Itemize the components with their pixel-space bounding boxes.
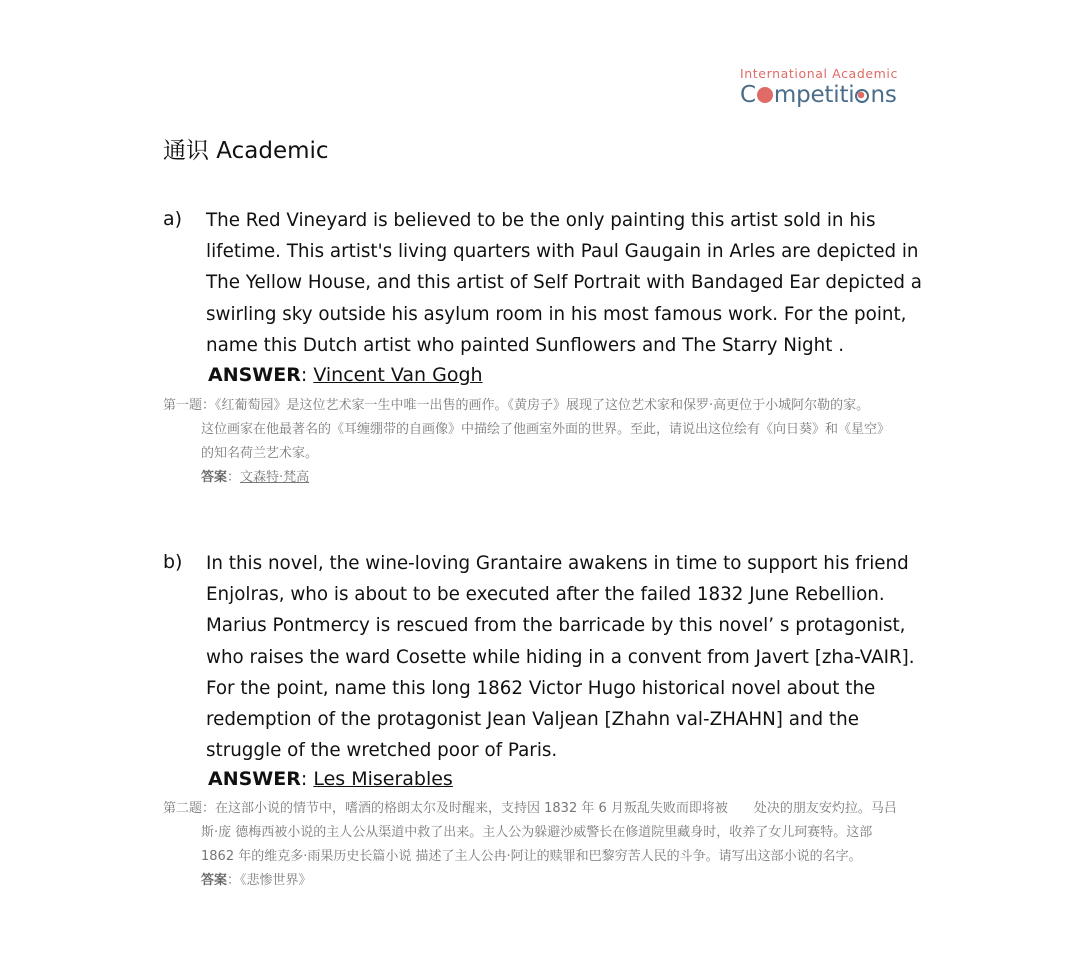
zh-answer	[163, 869, 923, 893]
zh-answer-separator: ：	[227, 470, 241, 485]
logo-part-1: C	[740, 82, 756, 108]
question-b-answer	[208, 768, 453, 790]
zh-answer-value: 《悲惨世界》	[240, 873, 312, 888]
question-a-chinese	[163, 394, 923, 490]
zh-line: 第一题：《红葡萄园》是这位艺术家一生中唯一出售的画作。《黄房子》展现了这位艺术家和保罗·高更位于小城阿尔勒的家。	[163, 398, 870, 413]
zh-line: 1862 年的维克多·雨果历史长篇小说 描述了主人公冉·阿让的赎罪和巴黎穷苦人民的斗争。请写出这部小说的名字。	[201, 849, 862, 864]
question-b-text: In this novel, the wine-loving Grantaire awakens in time to support his friend Enjolras, who is about to be executed after the failed 1832 June Rebellion. Marius Pontmercy is rescued from the barricade by this novel’ s protagonist, who raises the ward Cosette while hiding in a convent from Javert [zha-VAIR]. For the point, name this long 1862 Victor Hugo historical novel about the redemption of the protagonist Jean Valjean [Zhahn val-ZHAHN] and the struggle of the wretched poor of Paris.	[206, 553, 915, 762]
zh-answer	[163, 466, 923, 490]
answer-separator: :	[300, 364, 314, 386]
page-title: 通识 Academic	[163, 138, 329, 164]
logo-main-text	[740, 82, 920, 108]
globe-ring-icon	[855, 89, 869, 103]
zh-answer-label: 答案	[201, 873, 228, 888]
question-a-label: a)	[163, 208, 183, 230]
globe-icon	[757, 87, 773, 103]
answer-label: ANSWER	[208, 364, 301, 386]
zh-line: 的知名荷兰艺术家。	[201, 446, 319, 461]
zh-answer-label: 答案	[201, 470, 228, 485]
zh-line: 这位画家在他最著名的《耳缠绷带的自画像》中描绘了他画室外面的世界。至此，请说出这位绘有《向日葵》和《星空》	[201, 422, 891, 437]
logo-top-text: International Academic	[740, 66, 898, 81]
answer-value: Les Miserables	[313, 768, 453, 790]
question-a-text: The Red Vineyard is believed to be the only painting this artist sold in his lifetime. This artist's living quarters with Paul Gaugain in Arles are depicted in The Yellow House, and this artist of Self Portrait with Bandaged Ear depicted a swirling sky outside his asylum room in his most famous work. For the point, name this Dutch artist who painted Sunflowers and The Starry Night .	[206, 210, 922, 356]
question-b-label: b)	[163, 551, 183, 573]
logo-part-3: ns	[870, 82, 897, 108]
answer-value: Vincent Van Gogh	[313, 364, 483, 386]
question-b-chinese	[163, 797, 923, 893]
answer-label: ANSWER	[208, 768, 301, 790]
zh-answer-separator: ：	[227, 873, 241, 888]
answer-separator: :	[300, 768, 314, 790]
logo-part-2: mpetiti	[773, 82, 855, 108]
zh-answer-value: 文森特·梵高	[240, 470, 310, 485]
zh-line: 斯·庞 德梅西被小说的主人公从渠道中救了出来。主人公为躲避沙威警长在修道院里藏身时，收养了女儿珂赛特。这部	[201, 825, 873, 840]
question-a-answer	[208, 364, 483, 386]
zh-line: 第二题：在这部小说的情节中，嗜酒的格朗太尔及时醒来，支持因 1832 年 6 月叛乱失败而即将被 处决的朋友安灼拉。马吕	[163, 801, 897, 816]
competition-logo	[740, 66, 920, 108]
